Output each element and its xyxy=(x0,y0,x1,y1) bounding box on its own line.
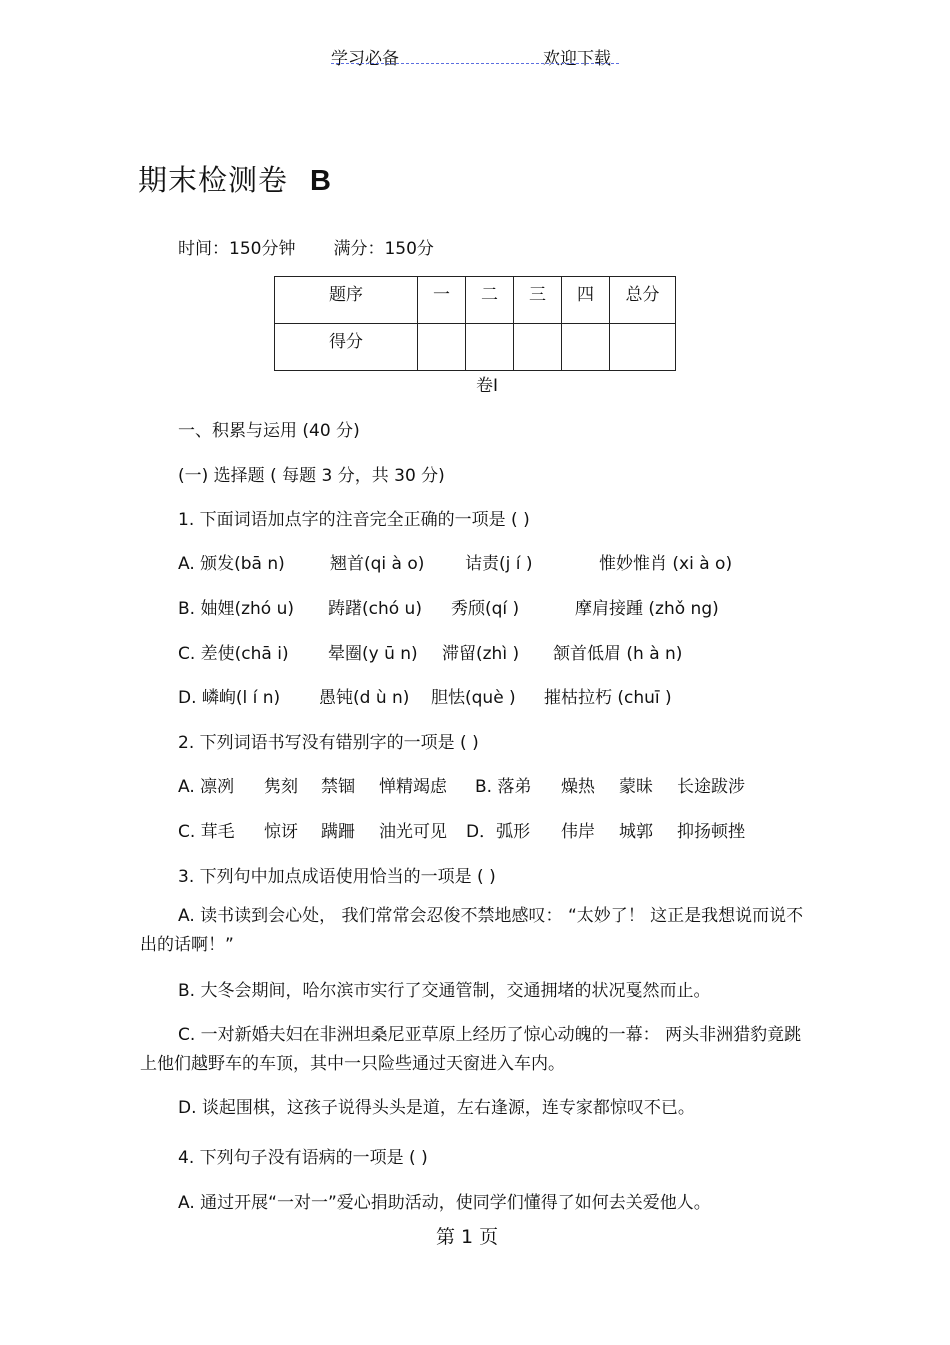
option-part: 愚钝(d ù n) xyxy=(319,688,410,708)
question-3-option-c: C. 一对新婚夫妇在非洲坦桑尼亚草原上经历了惊心动魄的一幕： 两头非洲猎豹竟跳上他们越野车的车顶，其中一只险些通过天窗进入车内。 xyxy=(140,1025,802,1074)
table-header-cell: 题序 xyxy=(275,277,418,324)
title-suffix: B xyxy=(310,165,332,197)
option-part: 城郭 xyxy=(619,822,653,842)
subsection-heading: (一) 选择题 ( 每题 3 分，共 30 分) xyxy=(178,466,445,486)
table-header-cell: 总分 xyxy=(610,277,676,324)
option-part: 惊讶 xyxy=(264,822,298,842)
question-3-option-d: D. 谈起围棋，这孩子说得头头是道，左右逢源，连专家都惊叹不已。 xyxy=(178,1098,695,1118)
option-part: B. 妯娌(zhó u) xyxy=(178,599,295,619)
page-number: 第 1 页 xyxy=(436,1226,499,1248)
option-part: 抑扬顿挫 xyxy=(677,822,745,842)
option-part: C. 差使(chā i) xyxy=(178,644,289,664)
header-right-text: 欢迎下载 xyxy=(543,49,611,69)
option-part: 蒙昧 xyxy=(619,777,653,797)
question-4-stem: 4. 下列句子没有语病的一项是 ( ) xyxy=(178,1148,428,1168)
option-part: 摧枯拉朽 (chuī ) xyxy=(544,688,672,708)
option-part: 长途跋涉 xyxy=(677,777,745,797)
table-header-cell: 四 xyxy=(562,277,610,324)
header-dashed-rule xyxy=(331,63,619,64)
time-info: 时间：150分钟 xyxy=(178,239,296,259)
option-part: 隽刻 xyxy=(264,777,298,797)
option-part: A. 凛冽 xyxy=(178,777,235,797)
option-part: 晕圈(y ū n) xyxy=(328,644,418,664)
table-cell xyxy=(418,324,466,371)
option-part: D．弧形 xyxy=(466,822,531,842)
question-1-stem: 1. 下面词语加点字的注音完全正确的一项是 ( ) xyxy=(178,510,530,530)
option-part: 燥热 xyxy=(561,777,595,797)
option-part: 诘责(j í ) xyxy=(465,554,533,574)
option-part: 惮精竭虑 xyxy=(379,777,447,797)
table-header-cell: 三 xyxy=(514,277,562,324)
score-table xyxy=(274,276,676,371)
option-part: 摩肩接踵 (zhǒ ng) xyxy=(575,599,719,619)
table-cell xyxy=(610,324,676,371)
exam-meta xyxy=(178,234,434,259)
option-part: 伟岸 xyxy=(561,822,595,842)
option-part: A. 颁发(bā n) xyxy=(178,554,285,574)
option-part: 蹒跚 xyxy=(321,822,355,842)
page-title xyxy=(138,158,332,199)
option-part: D. 嶙峋(l í n) xyxy=(178,688,281,708)
table-cell: 得分 xyxy=(275,324,418,371)
section-heading: 一、积累与运用 (40 分) xyxy=(178,421,360,441)
table-row xyxy=(275,277,676,324)
option-part: B. 落弟 xyxy=(475,777,532,797)
table-header-cell: 二 xyxy=(466,277,514,324)
table-header-cell: 一 xyxy=(418,277,466,324)
question-3-stem: 3. 下列句中加点成语使用恰当的一项是 ( ) xyxy=(178,867,496,887)
question-4-option-a: A. 通过开展“一对一”爱心捐助活动，使同学们懂得了如何去关爱他人。 xyxy=(178,1193,711,1213)
option-part: 翘首(qi à o) xyxy=(330,554,425,574)
table-cell xyxy=(466,324,514,371)
option-part: 惟妙惟肖 (xi à o) xyxy=(599,554,733,574)
table-cell xyxy=(514,324,562,371)
option-part: 滞留(zhì ) xyxy=(442,644,520,664)
option-part: 颔首低眉 (h à n) xyxy=(553,644,683,664)
option-part: 踌躇(chó u) xyxy=(328,599,422,619)
table-row xyxy=(275,324,676,371)
option-part: 胆怯(què ) xyxy=(431,688,516,708)
score-info: 满分：150分 xyxy=(333,239,434,259)
option-part: 油光可见 xyxy=(379,822,447,842)
option-part: C. 茸毛 xyxy=(178,822,235,842)
table-cell xyxy=(562,324,610,371)
question-2-stem: 2. 下列词语书写没有错别字的一项是 ( ) xyxy=(178,733,479,753)
question-3-option-b: B. 大冬会期间，哈尔滨市实行了交通管制，交通拥堵的状况戛然而止。 xyxy=(178,981,711,1001)
header-left-text: 学习必备 xyxy=(331,49,399,69)
question-3-option-a: A. 读书读到会心处， 我们常常会忍俊不禁地感叹： “太妙了！ 这正是我想说而说不出的话啊！” xyxy=(140,906,804,955)
option-part: 禁锢 xyxy=(321,777,355,797)
option-part: 秀颀(qí ) xyxy=(451,599,520,619)
volume-label: 卷Ⅰ xyxy=(476,376,499,396)
title-text: 期末检测卷 xyxy=(138,163,289,197)
